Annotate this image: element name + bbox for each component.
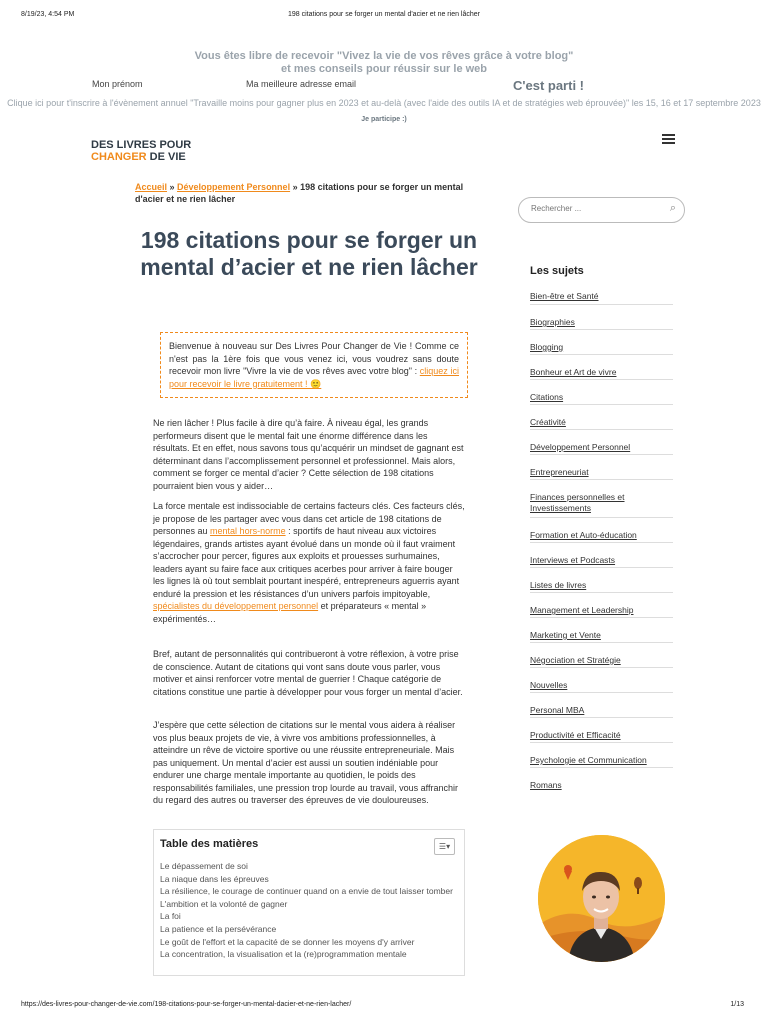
toc-item[interactable]: L'ambition et la volonté de gagner xyxy=(160,898,288,909)
optin-headline: Vous êtes libre de recevoir "Vivez la vie de vos rêves grâce à votre blog" xyxy=(194,50,574,62)
topics-heading: Les sujets xyxy=(530,265,584,277)
topic-link[interactable]: Management et Leadership xyxy=(530,593,673,618)
topic-link[interactable]: Citations xyxy=(530,380,673,405)
author-portrait-illustration xyxy=(538,835,665,962)
topic-link[interactable]: Formation et Auto-éducation xyxy=(530,518,673,543)
toc-item[interactable]: La résilience, le courage de continuer quand on a envie de tout laisser tomber xyxy=(160,886,453,897)
breadcrumb-separator: » xyxy=(167,182,178,192)
toc-title: Table des matières xyxy=(160,838,259,850)
toc-item[interactable]: La foi xyxy=(160,911,181,922)
optin-submit-button[interactable]: C'est parti ! xyxy=(513,78,584,93)
topic-link[interactable]: Entrepreneuriat xyxy=(530,455,673,480)
page-title: 198 citations pour se forger un mental d’acier et ne rien lâcher xyxy=(140,227,478,280)
hope-paragraph: J’espère que cette sélection de citations sur le mental vous aidera à réaliser vos plus beaux projets de vie, à vivre vos ambitions professionnelles, à atteindre un rêve de victoire sportive ou une réussite entrepreneuriale. Mais pas uniquement. Un mental d’acier est aussi un soutien indéniable pour endurer une charge mentale importante au quotidien, le poids des responsabilités familiales, une pression trop lourde au travail, vous affranchir du regard des autres ou traverser des épreuves de vie douloureuses. xyxy=(153,720,458,805)
menu-icon[interactable] xyxy=(662,132,675,146)
free-book-link[interactable]: cliquez ici pour recevoir le livre gratuitement ! 🙂 xyxy=(169,366,460,389)
topic-link[interactable]: Négociation et Stratégie xyxy=(530,643,673,668)
topic-link[interactable]: Productivité et Efficacité xyxy=(530,718,673,743)
personalities-paragraph: Bref, autant de personnalités qui contribueront à votre réflexion, à votre prise de conscience. Autant de citations qui vont sans doute vous parler, vous motiver et ainsi renforcer votre mental de guerrier ! Chaque catégorie de citations constitue une partie à développer pour vous forger un mental d’acier. xyxy=(153,649,463,697)
toc-item[interactable]: Le dépassement de soi xyxy=(160,861,248,871)
topic-link[interactable]: Créativité xyxy=(530,405,673,430)
factors-text-c: et préparateurs « mental » expérimentés… xyxy=(153,601,427,624)
dev-perso-specialists-link[interactable]: spécialistes du développement personnel xyxy=(153,601,319,611)
breadcrumb-home[interactable]: Accueil xyxy=(135,182,168,192)
logo-line2 xyxy=(91,151,191,163)
site-logo[interactable] xyxy=(91,139,191,163)
print-url: https://des-livres-pour-changer-de-vie.com/198-citations-pour-se-forger-un-mental-dacier-et-ne-rien-lacher/ xyxy=(21,1001,352,1008)
topic-link[interactable]: Biographies xyxy=(530,305,673,330)
factors-text-a: La force mentale est indissociable de certains facteurs clés. Ces facteurs clés, je propose de les partager avec vous dans cet article de 198 citations de personnes au xyxy=(153,501,465,536)
topic-link[interactable]: Bien-être et Santé xyxy=(530,285,673,305)
topic-link[interactable]: Développement Personnel xyxy=(530,430,673,455)
participate-link[interactable]: Je participe :) xyxy=(361,116,407,123)
logo-changer: CHANGER xyxy=(91,151,147,163)
toc-item[interactable]: Le goût de l'effort et la capacité de se donner les moyens d'y arriver xyxy=(160,936,415,947)
optin-subline: et mes conseils pour réussir sur le web xyxy=(280,63,488,75)
topic-link[interactable]: Bonheur et Art de vivre xyxy=(530,355,673,380)
topic-link[interactable]: Listes de livres xyxy=(530,568,673,593)
email-field[interactable]: Ma meilleure adresse email xyxy=(246,79,357,89)
factors-paragraph xyxy=(153,500,466,625)
topic-link[interactable]: Nouvelles xyxy=(530,668,673,693)
topic-link[interactable]: Psychologie et Communication xyxy=(530,743,673,768)
search-input[interactable] xyxy=(529,203,663,214)
search-icon[interactable]: ⌕ xyxy=(669,202,676,214)
table-of-contents xyxy=(153,829,465,976)
topic-link[interactable]: Finances personnelles et Investissements xyxy=(530,480,673,518)
event-banner-link[interactable]: Clique ici pour t'inscrire à l'évènement annuel "Travaille moins pour gagner plus en 2023 et au-delà (avec l'aide des outils IA et de stratégies web éprouvée)" les 15, 16 et 17 septembre 2023 xyxy=(7,98,761,108)
topic-link[interactable]: Personal MBA xyxy=(530,693,673,718)
toc-item[interactable]: La patience et la persévérance xyxy=(160,923,277,934)
print-page-title: 198 citations pour se forger un mental d'acier et ne rien lâcher xyxy=(287,11,480,18)
factors-text-b: : sportifs de haut niveau aux victoires légendaires, grands artistes ayant évolué dans un monde où il faut vraiment s’accrocher pour percer, figures aux exploits et prouesses surhumaines, leaders ayant su faire face aux critiques acerbes pour arriver à faire bouger les lignes là où tout semblait pourtant inespéré, entrepreneurs aguerris ayant enduré la pression et les résistances d’un univers parfois impitoyable, xyxy=(153,526,460,599)
toc-item[interactable]: La concentration, la visualisation et la (re)programmation mentale xyxy=(160,949,407,960)
logo-de-vie: DE VIE xyxy=(146,151,186,163)
welcome-text: Bienvenue à nouveau sur Des Livres Pour Changer de Vie ! Comme ce n'est pas la 1ère fois que vous venez ici, vous voudrez sans doute recevoir mon livre "Vivre la vie de vos rêves avec votre blog" : xyxy=(169,341,459,376)
topic-link[interactable]: Romans xyxy=(530,780,562,790)
toc-toggle-icon[interactable]: ☰▾ xyxy=(434,838,455,855)
mental-hors-norme-link[interactable]: mental hors-norme xyxy=(210,526,286,536)
topics-list xyxy=(530,285,673,792)
breadcrumb xyxy=(135,181,485,205)
topic-link[interactable]: Interviews et Podcasts xyxy=(530,543,673,568)
topic-link[interactable]: Marketing et Vente xyxy=(530,618,673,643)
print-datetime: 8/19/23, 4:54 PM xyxy=(21,11,75,18)
intro-paragraph: Ne rien lâcher ! Plus facile à dire qu’à faire. À niveau égal, les grands performeurs disent que le mental fait une énorme différence dans les résultats. Et en effet, nous savons tous qu’acquérir un mindset de gagnant est déterminant dans l’accomplissement personnel et professionnel. Mais alors, comment se forger ce mental d’acier ? Cette sélection de 198 citations pourraient bien vous y aider… xyxy=(153,418,464,491)
search-box xyxy=(518,197,685,223)
breadcrumb-current: 198 citations pour se forger un mental d'acier et ne rien lâcher xyxy=(135,182,464,204)
topic-link[interactable]: Blogging xyxy=(530,330,673,355)
toc-item[interactable]: La niaque dans les épreuves xyxy=(160,873,269,884)
logo-line1: DES LIVRES POUR xyxy=(91,139,192,151)
welcome-box xyxy=(160,332,468,398)
print-page-number: 1/13 xyxy=(730,1001,744,1008)
author-avatar xyxy=(538,835,665,962)
breadcrumb-category[interactable]: Développement Personnel xyxy=(177,182,291,192)
first-name-field[interactable]: Mon prénom xyxy=(92,79,143,89)
breadcrumb-separator: » xyxy=(290,182,301,192)
